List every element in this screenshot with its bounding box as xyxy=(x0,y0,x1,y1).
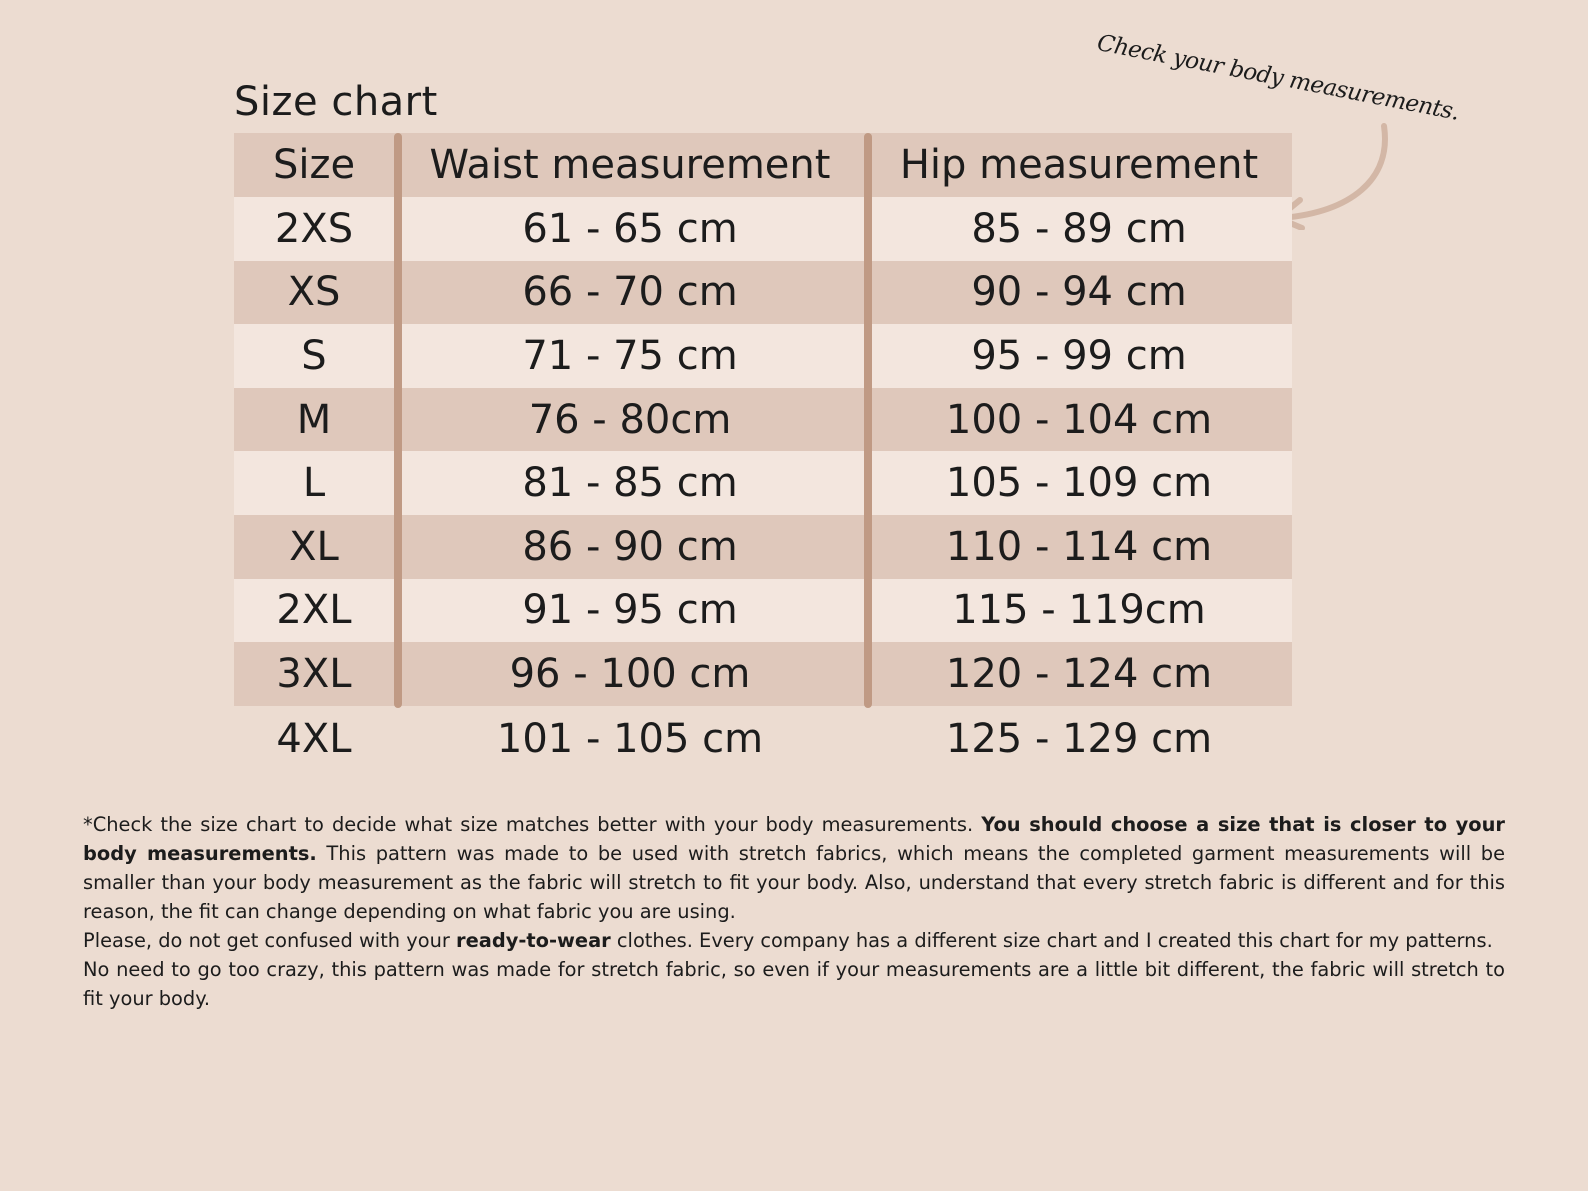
table-row xyxy=(234,451,1292,515)
waist-cell: 81 - 85 cm xyxy=(522,460,738,507)
hip-cell: 85 - 89 cm xyxy=(971,205,1187,252)
note-text: *Check the size chart to decide what size matches better with your body measurements. xyxy=(83,813,982,836)
hip-cell: 120 - 124 cm xyxy=(945,650,1213,697)
hip-cell: 90 - 94 cm xyxy=(971,269,1187,316)
table-row xyxy=(234,579,1292,643)
waist-cell: 96 - 100 cm xyxy=(509,650,751,697)
hip-cell: 110 - 114 cm xyxy=(945,523,1213,570)
note-emphasis: You should choose a size that is closer to your body measurements. xyxy=(83,813,1505,865)
hip-cell: 125 - 129 cm xyxy=(945,715,1213,762)
note-text: This pattern was made to be used with stretch fabrics, which means the completed garment measurements will be smaller than your body measurement as the fabric will stretch to fit your body. Also, understand that every stretch fabric is different and for this reason, the fit can change depending on what fabric you are using. xyxy=(83,842,1506,923)
table-header-row xyxy=(234,133,1292,197)
header-waist: Waist measurement xyxy=(429,142,831,188)
handwritten-note: Check your body measurements. xyxy=(1095,30,1462,126)
waist-cell: 61 - 65 cm xyxy=(522,205,738,252)
waist-cell: 76 - 80cm xyxy=(528,396,732,443)
note-text: clothes. Every company has a different size chart and I created this chart for my patterns. xyxy=(610,929,1493,952)
column-divider xyxy=(864,133,872,708)
size-cell: XL xyxy=(289,523,339,570)
waist-cell: 71 - 75 cm xyxy=(522,332,738,379)
size-cell: 2XL xyxy=(276,587,352,634)
hip-cell: 95 - 99 cm xyxy=(971,332,1187,379)
size-cell: M xyxy=(296,396,332,443)
size-cell: 3XL xyxy=(276,650,352,697)
table-row xyxy=(234,642,1292,706)
column-divider xyxy=(394,133,402,708)
size-cell: L xyxy=(302,460,326,507)
note-paragraph xyxy=(83,810,1505,926)
size-cell: 2XS xyxy=(274,205,354,252)
size-chart-table xyxy=(234,133,1292,772)
page-title: Size chart xyxy=(234,79,438,125)
hip-cell: 100 - 104 cm xyxy=(945,396,1213,443)
waist-cell: 91 - 95 cm xyxy=(522,587,738,634)
size-cell: 4XL xyxy=(276,715,352,762)
waist-cell: 101 - 105 cm xyxy=(496,715,764,762)
size-cell: XS xyxy=(287,269,341,316)
header-hip: Hip measurement xyxy=(899,142,1259,188)
hip-cell: 105 - 109 cm xyxy=(945,460,1213,507)
note-paragraph xyxy=(83,926,1505,955)
size-cell: S xyxy=(301,332,327,379)
size-notes xyxy=(83,810,1505,1013)
hip-cell: 115 - 119cm xyxy=(952,587,1206,634)
table-row xyxy=(234,388,1292,452)
table-row xyxy=(234,197,1292,261)
note-text: Please, do not get confused with your xyxy=(83,929,457,952)
note-emphasis: ready-to-wear xyxy=(456,929,611,952)
table-row xyxy=(234,515,1292,579)
table-row xyxy=(234,324,1292,388)
waist-cell: 86 - 90 cm xyxy=(522,523,738,570)
table-row xyxy=(234,261,1292,325)
waist-cell: 66 - 70 cm xyxy=(522,269,738,316)
header-size: Size xyxy=(272,142,356,188)
table-row xyxy=(234,706,1292,772)
note-paragraph: No need to go too crazy, this pattern was made for stretch fabric, so even if your measurements are a little bit different, the fabric will stretch to fit your body. xyxy=(83,958,1505,1010)
